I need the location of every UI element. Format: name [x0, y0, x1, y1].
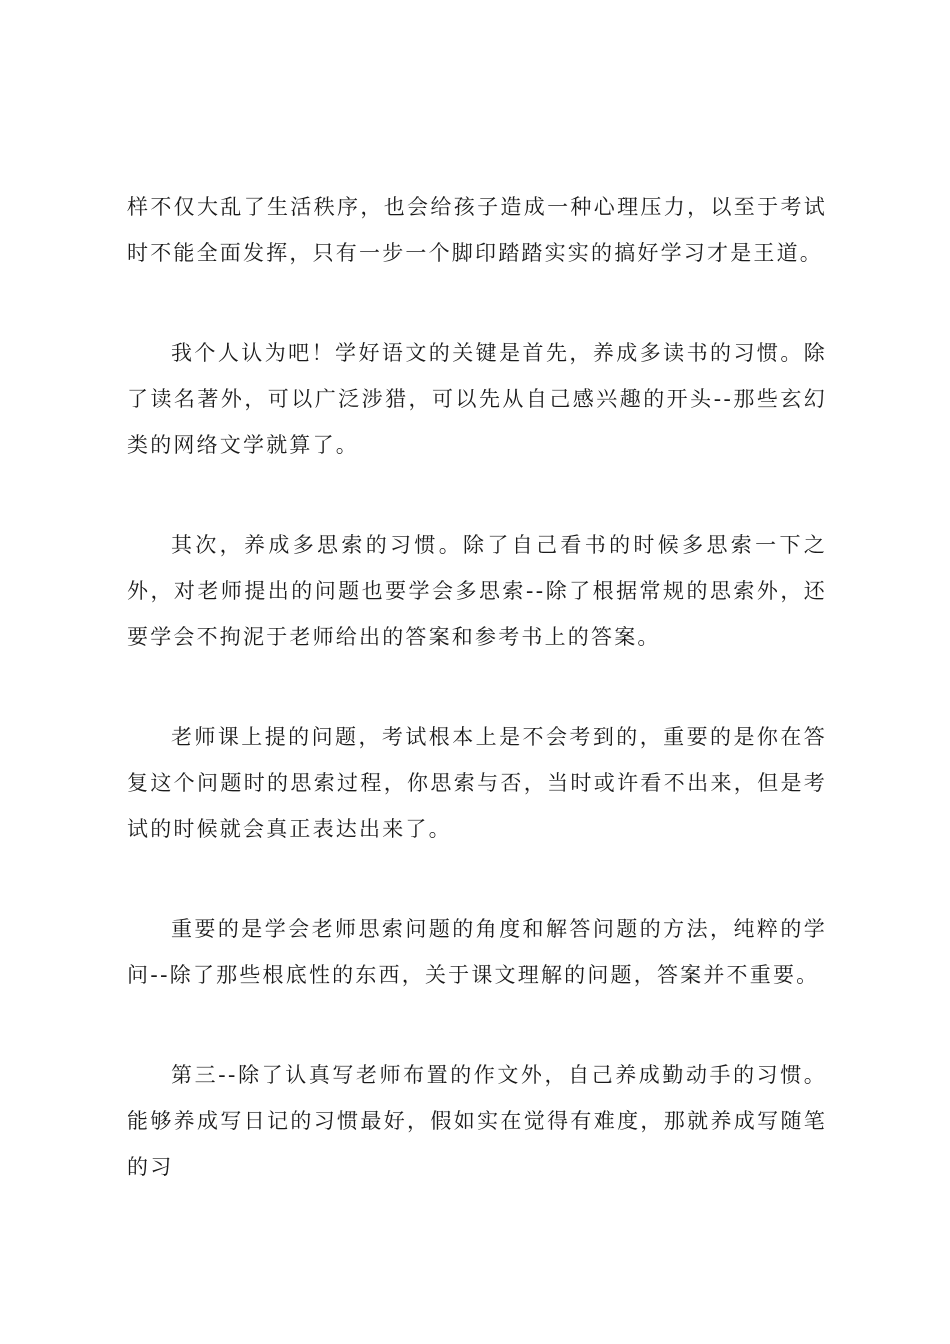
paragraph-writing-habit: 第三--除了认真写老师布置的作文外，自己养成勤动手的习惯。能够养成写日记的习惯最好，假如实在觉得有难度，那就养成写随笔的习 — [127, 1063, 827, 1179]
paragraph-thinking-habit: 其次，养成多思索的习惯。除了自己看书的时候多思索一下之外，对老师提出的问题也要学会多思索--除了根据常规的思索外，还要学会不拘泥于老师给出的答案和参考书上的答案。 — [127, 533, 827, 649]
paragraph-learning-method: 重要的是学会老师思索问题的角度和解答问题的方法，纯粹的学问--除了那些根底性的东西，关于课文理解的问题，答案并不重要。 — [127, 917, 827, 987]
paragraph-continuation: 样不仅大乱了生活秩序，也会给孩子造成一种心理压力，以至于考试时不能全面发挥，只有一步一个脚印踏踏实实的搞好学习才是王道。 — [127, 195, 827, 265]
document-body — [127, 184, 827, 1190]
paragraph-reading-habit: 我个人认为吧！学好语文的关键是首先，养成多读书的习惯。除了读名著外，可以广泛涉猎，可以先从自己感兴趣的开头--那些玄幻类的网络文学就算了。 — [127, 341, 827, 457]
paragraph-class-questions: 老师课上提的问题，考试根本上是不会考到的，重要的是你在答复这个问题时的思索过程，你思索与否，当时或许看不出来，但是考试的时候就会真正表达出来了。 — [127, 725, 827, 841]
